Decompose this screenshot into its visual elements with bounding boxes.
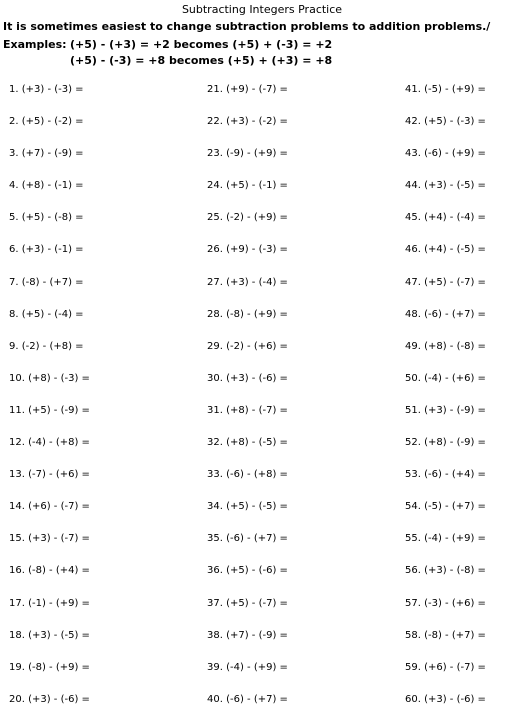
problem-item: 57. (-3) - (+6) = xyxy=(405,597,486,609)
problem-item: 27. (+3) - (-4) = xyxy=(207,276,288,288)
problem-item: 54. (-5) - (+7) = xyxy=(405,501,486,513)
problem-item: 51. (+3) - (-9) = xyxy=(405,404,486,416)
problem-item: 4. (+8) - (-1) = xyxy=(9,180,84,192)
worksheet-title: Subtracting Integers Practice xyxy=(181,3,343,16)
problem-item: 33. (-6) - (+8) = xyxy=(207,469,288,481)
problem-item: 20. (+3) - (-6) = xyxy=(9,693,90,705)
problem-item: 32. (+8) - (-5) = xyxy=(207,437,288,449)
problem-item: 40. (-6) - (+7) = xyxy=(207,693,288,705)
problem-item: 12. (-4) - (+8) = xyxy=(9,437,90,449)
problem-item: 9. (-2) - (+8) = xyxy=(9,340,84,352)
problem-item: 52. (+8) - (-9) = xyxy=(405,437,486,449)
problem-item: 10. (+8) - (-3) = xyxy=(9,372,90,384)
problem-item: 55. (-4) - (+9) = xyxy=(405,533,486,545)
problem-item: 35. (-6) - (+7) = xyxy=(207,533,288,545)
problem-item: 24. (+5) - (-1) = xyxy=(207,180,288,192)
problem-item: 26. (+9) - (-3) = xyxy=(207,244,288,256)
problem-item: 48. (-6) - (+7) = xyxy=(405,308,486,320)
problem-item: 18. (+3) - (-5) = xyxy=(9,629,90,641)
example-2-text: (+5) - (-3) = +8 becomes (+5) + (+3) = +8 xyxy=(70,54,333,67)
problem-item: 56. (+3) - (-8) = xyxy=(405,565,486,577)
problem-item: 23. (-9) - (+9) = xyxy=(207,148,288,160)
problem-grid xyxy=(0,82,524,712)
problem-item: 49. (+8) - (-8) = xyxy=(405,340,486,352)
intro-text: It is sometimes easiest to change subtraction problems to addition problems./ xyxy=(3,20,491,33)
problem-item: 5. (+5) - (-8) = xyxy=(9,212,84,224)
problem-item: 43. (-6) - (+9) = xyxy=(405,148,486,160)
problem-item: 28. (-8) - (+9) = xyxy=(207,308,288,320)
problem-item: 31. (+8) - (-7) = xyxy=(207,404,288,416)
problem-item: 38. (+7) - (-9) = xyxy=(207,629,288,641)
problem-item: 58. (-8) - (+7) = xyxy=(405,629,486,641)
problem-item: 34. (+5) - (-5) = xyxy=(207,501,288,513)
problem-item: 1. (+3) - (-3) = xyxy=(9,84,84,95)
problem-item: 59. (+6) - (-7) = xyxy=(405,661,486,673)
problem-item: 41. (-5) - (+9) = xyxy=(405,84,486,95)
problem-item: 44. (+3) - (-5) = xyxy=(405,180,486,192)
problem-item: 6. (+3) - (-1) = xyxy=(9,244,84,256)
problem-item: 17. (-1) - (+9) = xyxy=(9,597,90,609)
problem-item: 13. (-7) - (+6) = xyxy=(9,469,90,481)
problem-item: 2. (+5) - (-2) = xyxy=(9,116,84,128)
problem-column-2 xyxy=(207,82,377,724)
problem-item: 22. (+3) - (-2) = xyxy=(207,116,288,128)
problem-item: 47. (+5) - (-7) = xyxy=(405,276,486,288)
problem-item: 30. (+3) - (-6) = xyxy=(207,372,288,384)
problem-item: 37. (+5) - (-7) = xyxy=(207,597,288,609)
problem-item: 50. (-4) - (+6) = xyxy=(405,372,486,384)
problem-item: 60. (+3) - (-6) = xyxy=(405,693,486,705)
problem-item: 25. (-2) - (+9) = xyxy=(207,212,288,224)
problem-item: 3. (+7) - (-9) = xyxy=(9,148,84,160)
problem-column-3 xyxy=(405,82,524,724)
problem-item: 14. (+6) - (-7) = xyxy=(9,501,90,513)
problem-item: 29. (-2) - (+6) = xyxy=(207,340,288,352)
problem-item: 7. (-8) - (+7) = xyxy=(9,276,84,288)
example-line-1 xyxy=(3,38,332,52)
examples-label: Examples: xyxy=(3,38,67,51)
problem-item: 46. (+4) - (-5) = xyxy=(405,244,486,256)
problem-item: 45. (+4) - (-4) = xyxy=(405,212,486,224)
problem-item: 53. (-6) - (+4) = xyxy=(405,469,486,481)
problem-item: 21. (+9) - (-7) = xyxy=(207,84,288,95)
problem-item: 15. (+3) - (-7) = xyxy=(9,533,90,545)
problem-item: 36. (+5) - (-6) = xyxy=(207,565,288,577)
example-1-text: (+5) - (+3) = +2 becomes (+5) + (-3) = +2 xyxy=(70,38,333,51)
problem-item: 8. (+5) - (-4) = xyxy=(9,308,84,320)
problem-column-1 xyxy=(9,82,179,724)
problem-item: 11. (+5) - (-9) = xyxy=(9,404,90,416)
problem-item: 42. (+5) - (-3) = xyxy=(405,116,486,128)
problem-item: 19. (-8) - (+9) = xyxy=(9,661,90,673)
problem-item: 16. (-8) - (+4) = xyxy=(9,565,90,577)
problem-item: 39. (-4) - (+9) = xyxy=(207,661,288,673)
